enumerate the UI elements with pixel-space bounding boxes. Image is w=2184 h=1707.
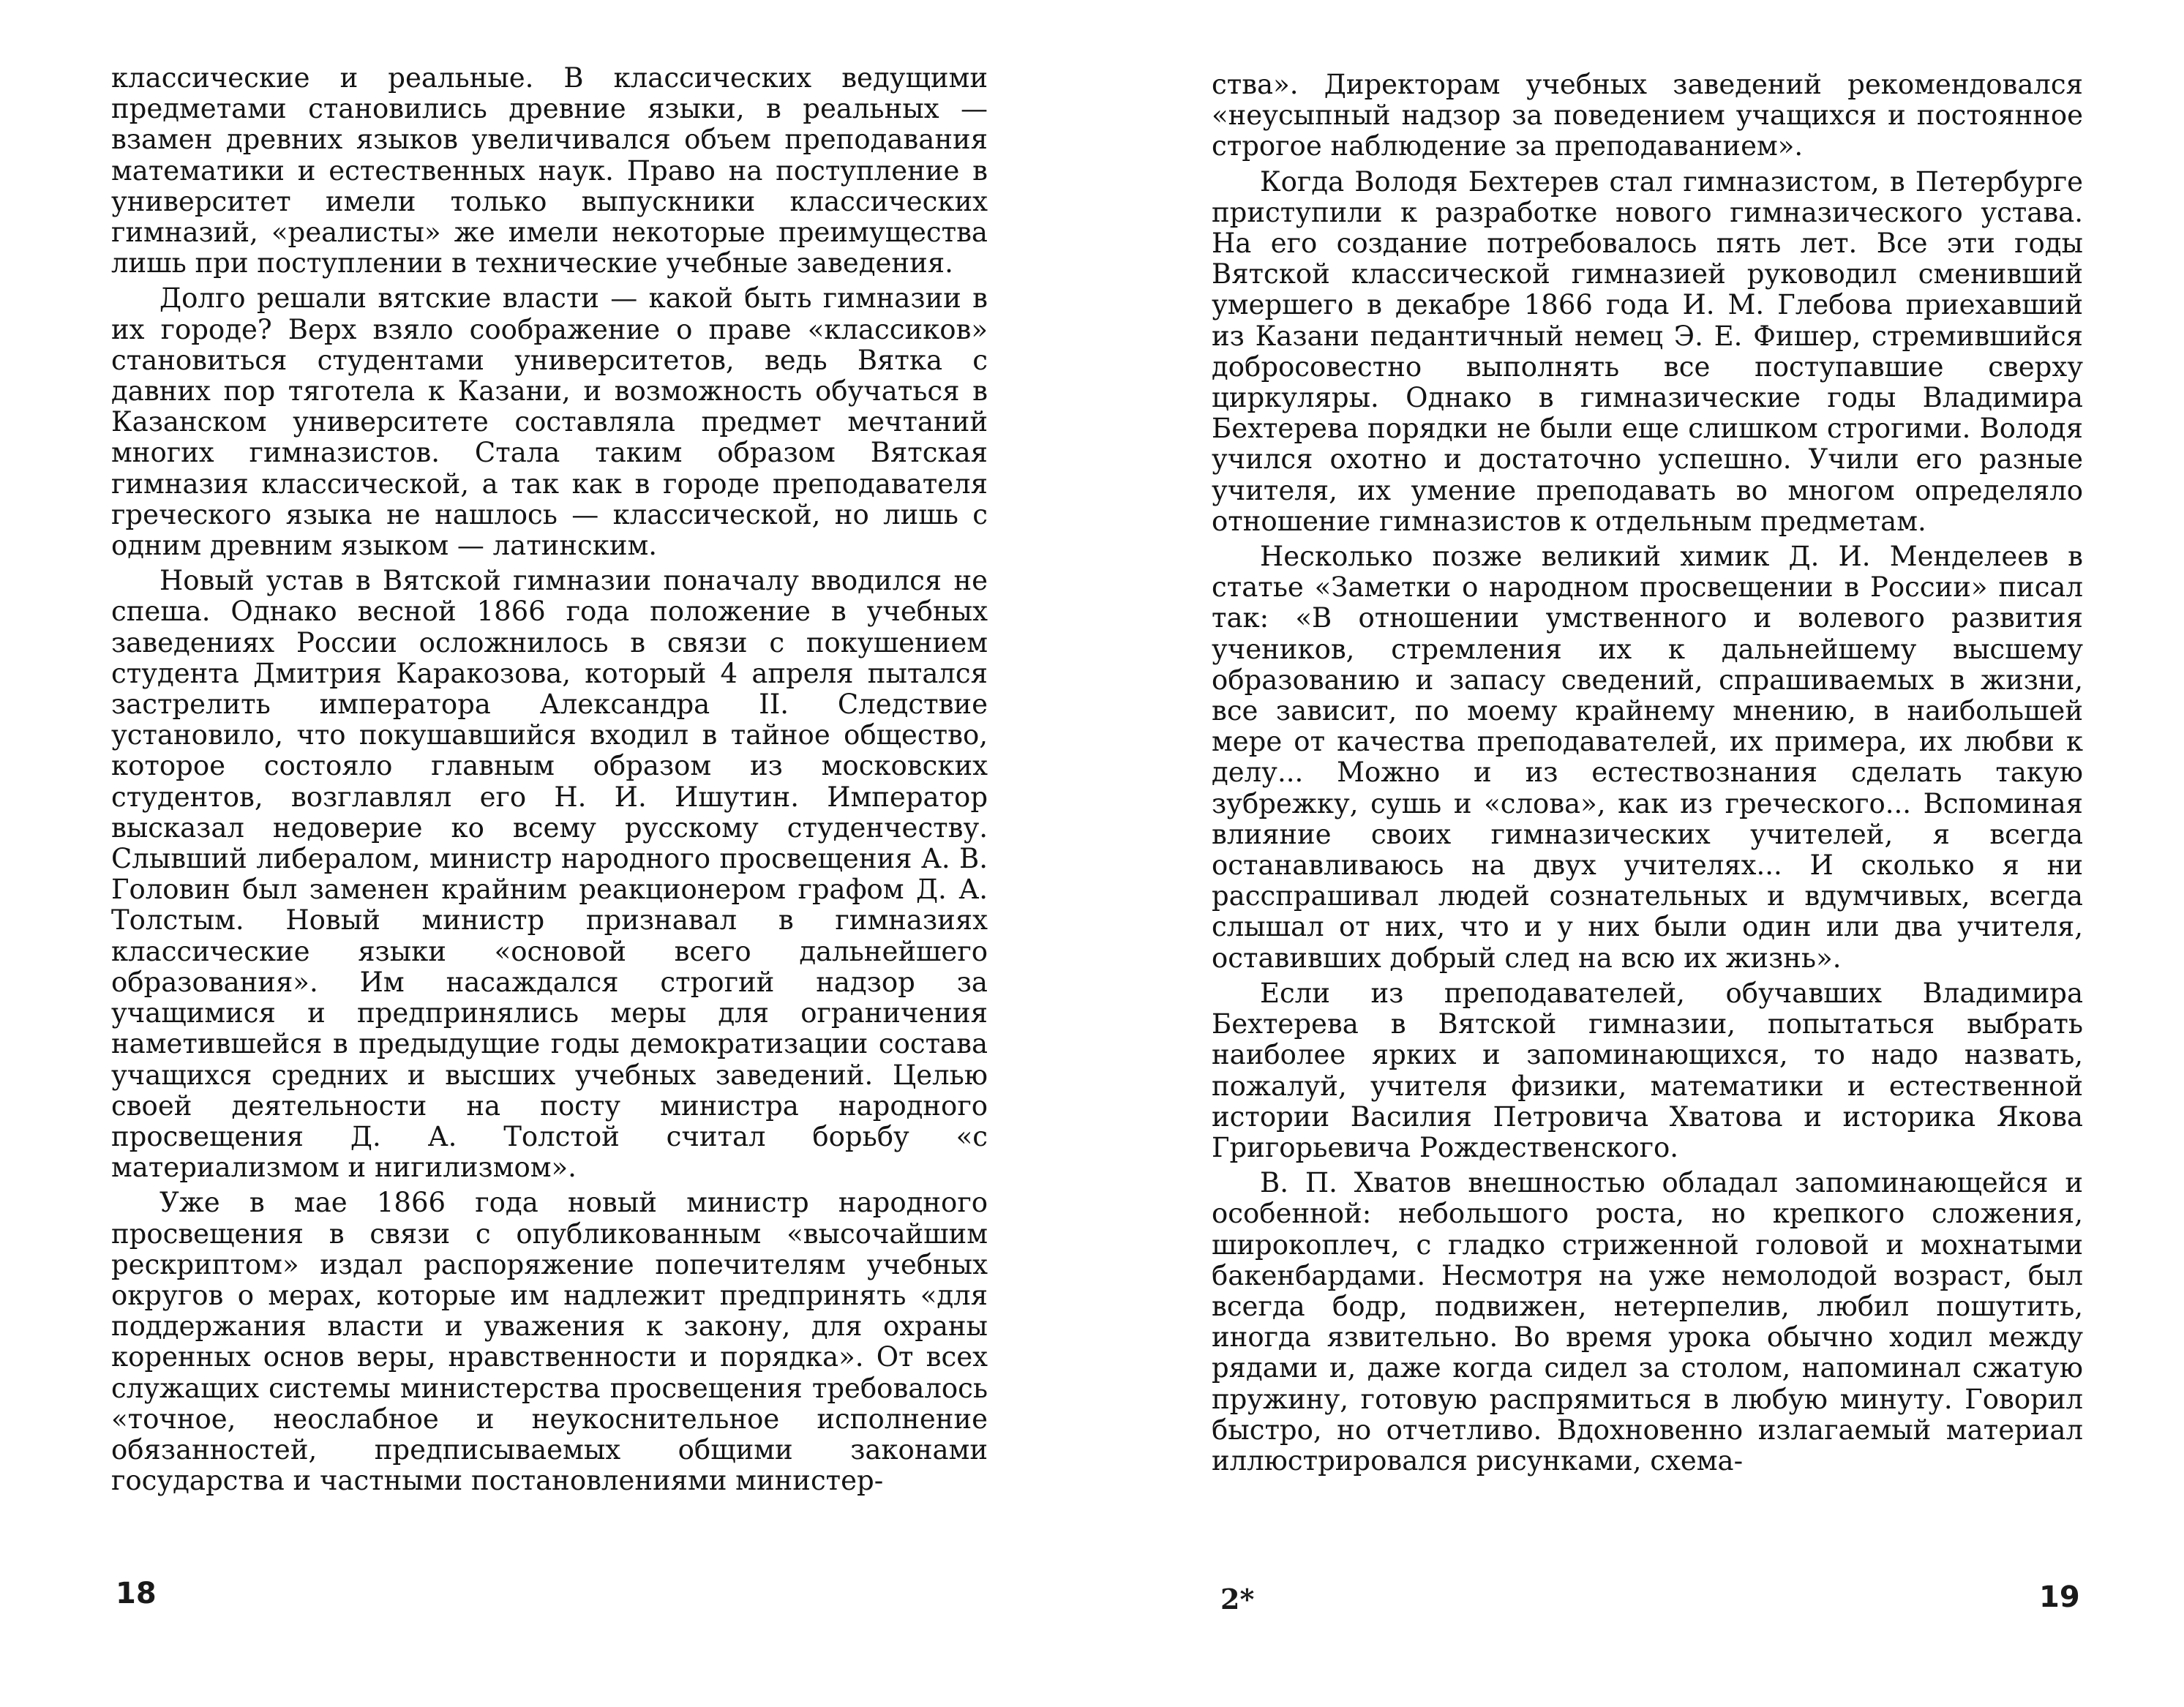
signature-mark: 2* [1220, 1583, 1255, 1616]
right-paragraph-1: ства». Директорам учебных заведений рекомендовался «неусыпный надзор за поведением учащихся и постоянное строгое наблюдение за преподаванием». [1212, 69, 2083, 162]
right-paragraph-2: Когда Володя Бехтерев стал гимназистом, в Петербурге приступили к разработке нового гимназического устава. На его создание потребовалось пять лет. Все эти годы Вятской классической гимназией руководил сменивший умершего в декабре 1866 года И. М. Глебова приехавший из Казани педантичный немец Э. Е. Фишер, стремившийся добросовестно выполнять все поступавшие сверху циркуляры. Однако в гимназические годы Владимира Бехтерева порядки не были еще слишком строгими. Володя учился охотно и достаточно успешно. Учили его разные учителя, их умение преподавать во многом определяло отношение гимназистов к отдельным предметам. [1212, 165, 2083, 537]
left-paragraph-4: Уже в мае 1866 года новый министр народного просвещения в связи с опубликованным «высочайшим рескриптом» издал распоряжение попечителям учебных округов о мерах, которые им надлежит предпринять «для поддержания власти и уважения к закону, для охраны коренных основ веры, нравственности и порядка». От всех служащих системы министерства просвещения требовалось «точное, неослабное и неукоснительное исполнение обязанностей, предписываемых общими законами государства и частными постановлениями министер- [111, 1187, 988, 1497]
right-paragraph-5: В. П. Хватов внешностью обладал запоминающейся и особенной: небольшого роста, но крепкого сложения, широкоплеч, с гладко стриженной головой и мохнатыми бакенбардами. Несмотря на уже немолодой возраст, был всегда бодр, подвижен, нетерпелив, любил пошутить, иногда язвительно. Во время урока обычно ходил между рядами и, даже когда сидел за столом, напоминал сжатую пружину, готовую распрямиться в любую минуту. Говорил быстро, но отчетливо. Вдохновенно излагаемый материал иллюстрировался рисунками, схема- [1212, 1167, 2083, 1477]
left-page-text-column [111, 63, 988, 1501]
left-page-number: 18 [116, 1577, 157, 1610]
left-paragraph-1: классические и реальные. В классических ведущими предметами становились древние языки, в реальных — взамен древних языков увеличивался объем преподавания математики и естественных наук. Право на поступление в университет имели только выпускники классических гимназий, «реалисты» же имели некоторые преимущества лишь при поступлении в технические учебные заведения. [111, 62, 988, 280]
right-page-text-column [1212, 70, 2083, 1481]
left-paragraph-3: Новый устав в Вятской гимназии поначалу вводился не спеша. Однако весной 1866 года положение в учебных заведениях России осложнилось в связи с покушением студента Дмитрия Каракозова, который 4 апреля пытался застрелить императора Александра II. Следствие установило, что покушавшийся входил в тайное общество, которое состояло главным образом из московских студентов, возглавлял его Н. И. Ишутин. Император высказал недоверие ко всему русскому студенчеству. Слывший либералом, министр народного просвещения А. В. Головин был заменен крайним реакционером графом Д. А. Толстым. Новый министр признавал в гимназиях классические языки «основой всего дальнейшего образования». Им насаждался строгий надзор за учащимися и предпринялись меры для ограничения наметившейся в предыдущие годы демократизации состава учащихся средних и высших учебных заведений. Целью своей деятельности на посту министра народного просвещения Д. А. Толстой считал борьбу «с материализмом и нигилизмом». [111, 565, 988, 1184]
right-paragraph-4: Если из преподавателей, обучавших Владимира Бехтерева в Вятской гимназии, попытаться выбрать наиболее ярких и запоминающихся, то надо назвать, пожалуй, учителя физики, математики и естественной истории Василия Петровича Хватова и историка Якова Григорьевича Рождественского. [1212, 977, 2083, 1163]
right-page-number: 19 [2039, 1580, 2080, 1614]
left-paragraph-2: Долго решали вятские власти — какой быть гимназии в их городе? Верх взяло соображение о праве «классиков» становиться студентами университетов, ведь Вятка с давних пор тяготела к Казани, и возможность обучаться в Казанском университете составляла предмет мечтаний многих гимназистов. Стала таким образом Вятская гимназия классической, а так как в городе преподавателя греческого языка не нашлось — классической, но лишь с одним древним языком — латинским. [111, 282, 988, 562]
right-paragraph-3: Несколько позже великий химик Д. И. Менделеев в статье «Заметки о народном просвещении в России» писал так: «В отношении умственного и волевого развития учеников, стремления их к дальнейшему высшему образованию и запасу сведений, спрашиваемых в жизни, все зависит, по моему крайнему мнению, в наибольшей мере от качества преподавателей, их примера, их любви к делу... Можно и из естествознания сделать такую зубрежку, сушь и «слова», как из греческого... Вспоминая влияние своих гимназических учителей, я всегда останавливаюсь на двух учителях... И сколько я ни расспрашивал людей сознательных и вдумчивых, всегда слышал от них, что и у них были один или два учителя, оставивших добрый след на всю их жизнь». [1212, 541, 2083, 974]
right-page [1092, 0, 2184, 1707]
